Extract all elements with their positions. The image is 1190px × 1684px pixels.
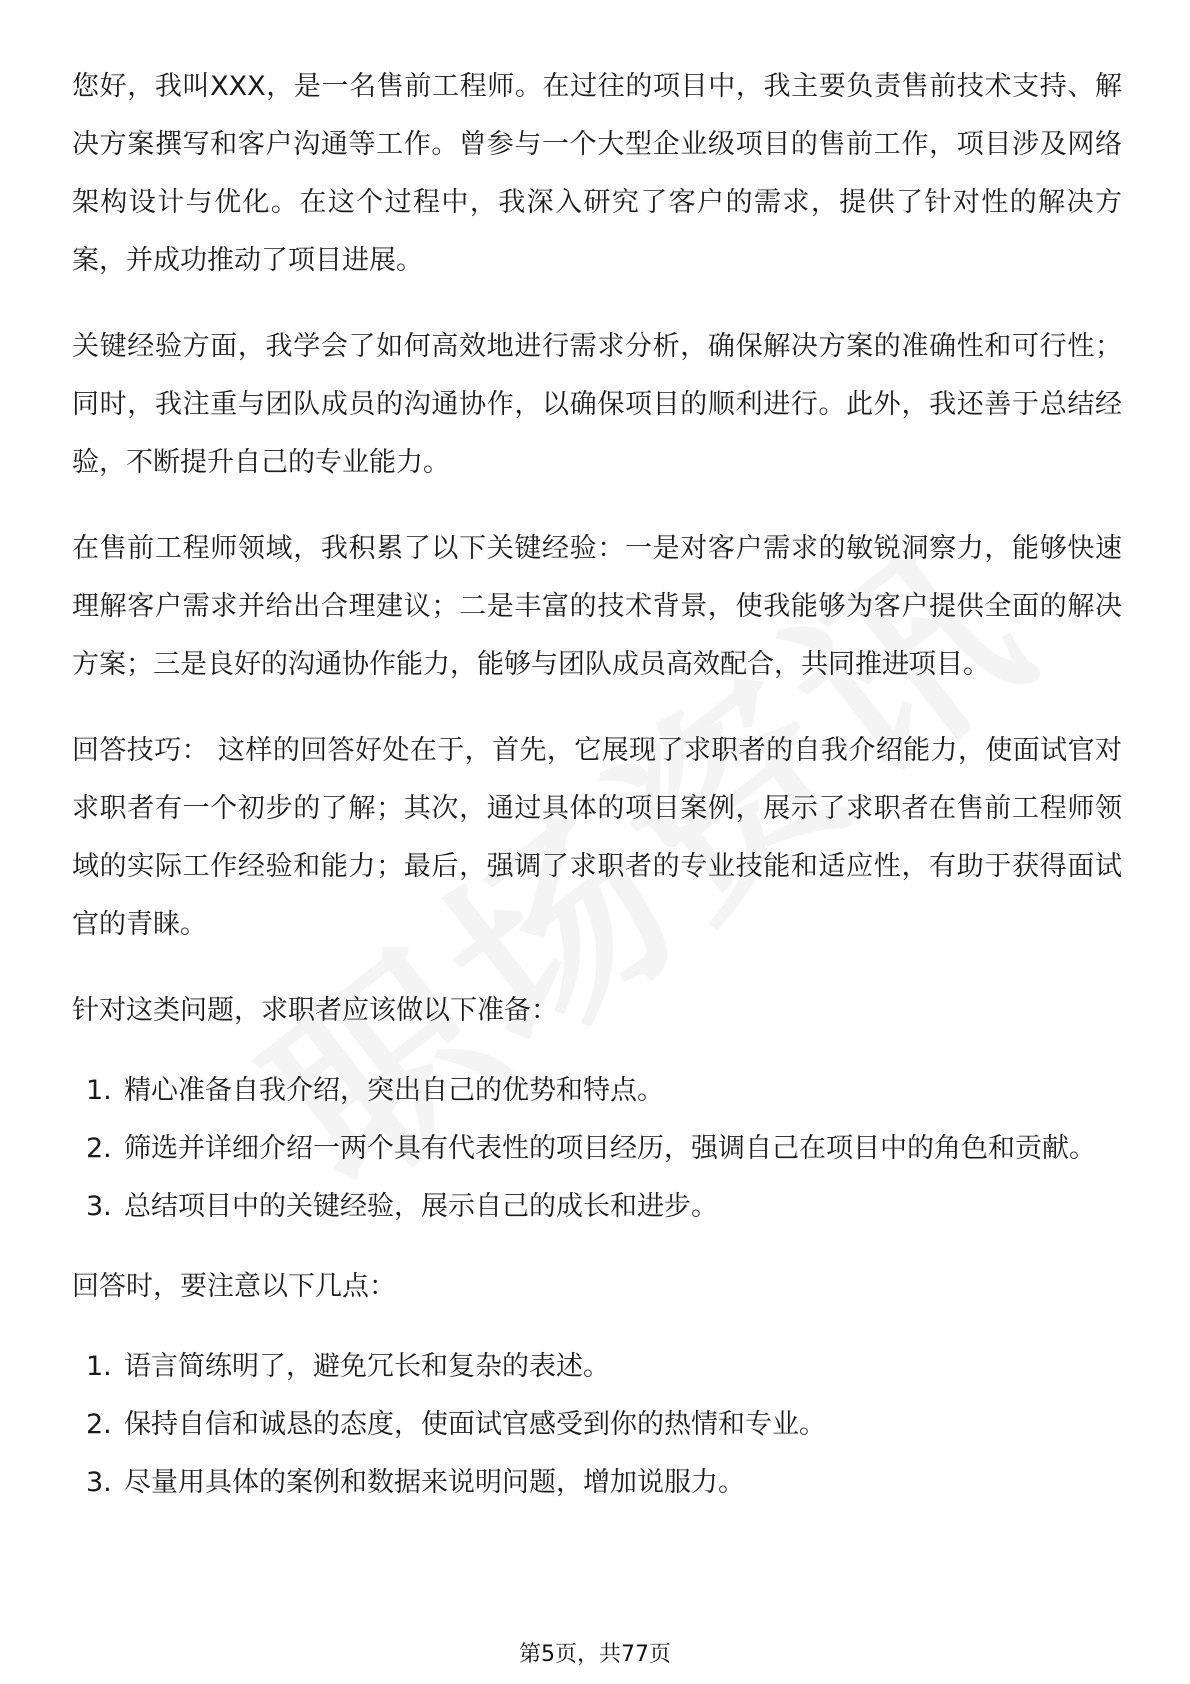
- list-item: [72, 1338, 1122, 1396]
- page-number-footer: 第5页，共77页: [519, 1642, 671, 1667]
- list-item-text: 精心准备自我介绍，突出自己的优势和特点。: [124, 1075, 664, 1106]
- list-item-text: 筛选并详细介绍一两个具有代表性的项目经历，强调自己在项目中的角色和贡献。: [124, 1133, 1096, 1164]
- list-item: [72, 1396, 1122, 1454]
- preparation-heading: 针对这类问题，求职者应该做以下准备：: [72, 995, 558, 1026]
- intro-paragraph: 您好，我叫XXX，是一名售前工程师。在过往的项目中，我主要负责售前技术支持、解决方案撰写和客户沟通等工作。曾参与一个大型企业级项目的售前工作，项目涉及网络架构设计与优化。在这个过程中，我深入研究了客户的需求，提供了针对性的解决方案，并成功推动了项目进展。: [72, 71, 1122, 276]
- list-item-text: 语言简练明了，避免冗长和复杂的表述。: [124, 1351, 610, 1382]
- list-number: 1.: [86, 1075, 112, 1106]
- list-item: [72, 1454, 1122, 1512]
- answer-notes-list: [72, 1338, 1122, 1512]
- list-item-text: 保持自信和诚恳的态度，使面试官感受到你的热情和专业。: [124, 1409, 826, 1440]
- page-content: [72, 58, 1122, 1534]
- list-item: [72, 1062, 1122, 1120]
- list-number: 2.: [86, 1409, 112, 1440]
- list-item-text: 总结项目中的关键经验，展示自己的成长和进步。: [124, 1191, 718, 1222]
- list-number: 2.: [86, 1133, 112, 1164]
- list-item: [72, 1120, 1122, 1178]
- list-number: 1.: [86, 1351, 112, 1382]
- preparation-list: [72, 1062, 1122, 1236]
- answer-notes-heading: 回答时，要注意以下几点：: [72, 1271, 396, 1302]
- answer-tips-paragraph: 回答技巧： 这样的回答好处在于，首先，它展现了求职者的自我介绍能力，使面试官对求职者有一个初步的了解；其次，通过具体的项目案例，展示了求职者在售前工程师领域的实际工作经验和能力；最后，强调了求职者的专业技能和适应性，有助于获得面试官的青睐。: [72, 735, 1122, 940]
- key-experience-paragraph: 关键经验方面，我学会了如何高效地进行需求分析，确保解决方案的准确性和可行性；同时，我注重与团队成员的沟通协作，以确保项目的顺利进行。此外，我还善于总结经验，不断提升自己的专业能力。: [72, 331, 1122, 478]
- list-item-text: 尽量用具体的案例和数据来说明问题，增加说服力。: [124, 1467, 745, 1498]
- list-number: 3.: [86, 1191, 112, 1222]
- domain-experience-paragraph: 在售前工程师领域，我积累了以下关键经验：一是对客户需求的敏锐洞察力，能够快速理解客户需求并给出合理建议；二是丰富的技术背景，使我能够为客户提供全面的解决方案；三是良好的沟通协作能力，能够与团队成员高效配合，共同推进项目。: [72, 533, 1122, 680]
- list-number: 3.: [86, 1467, 112, 1498]
- list-item: [72, 1178, 1122, 1236]
